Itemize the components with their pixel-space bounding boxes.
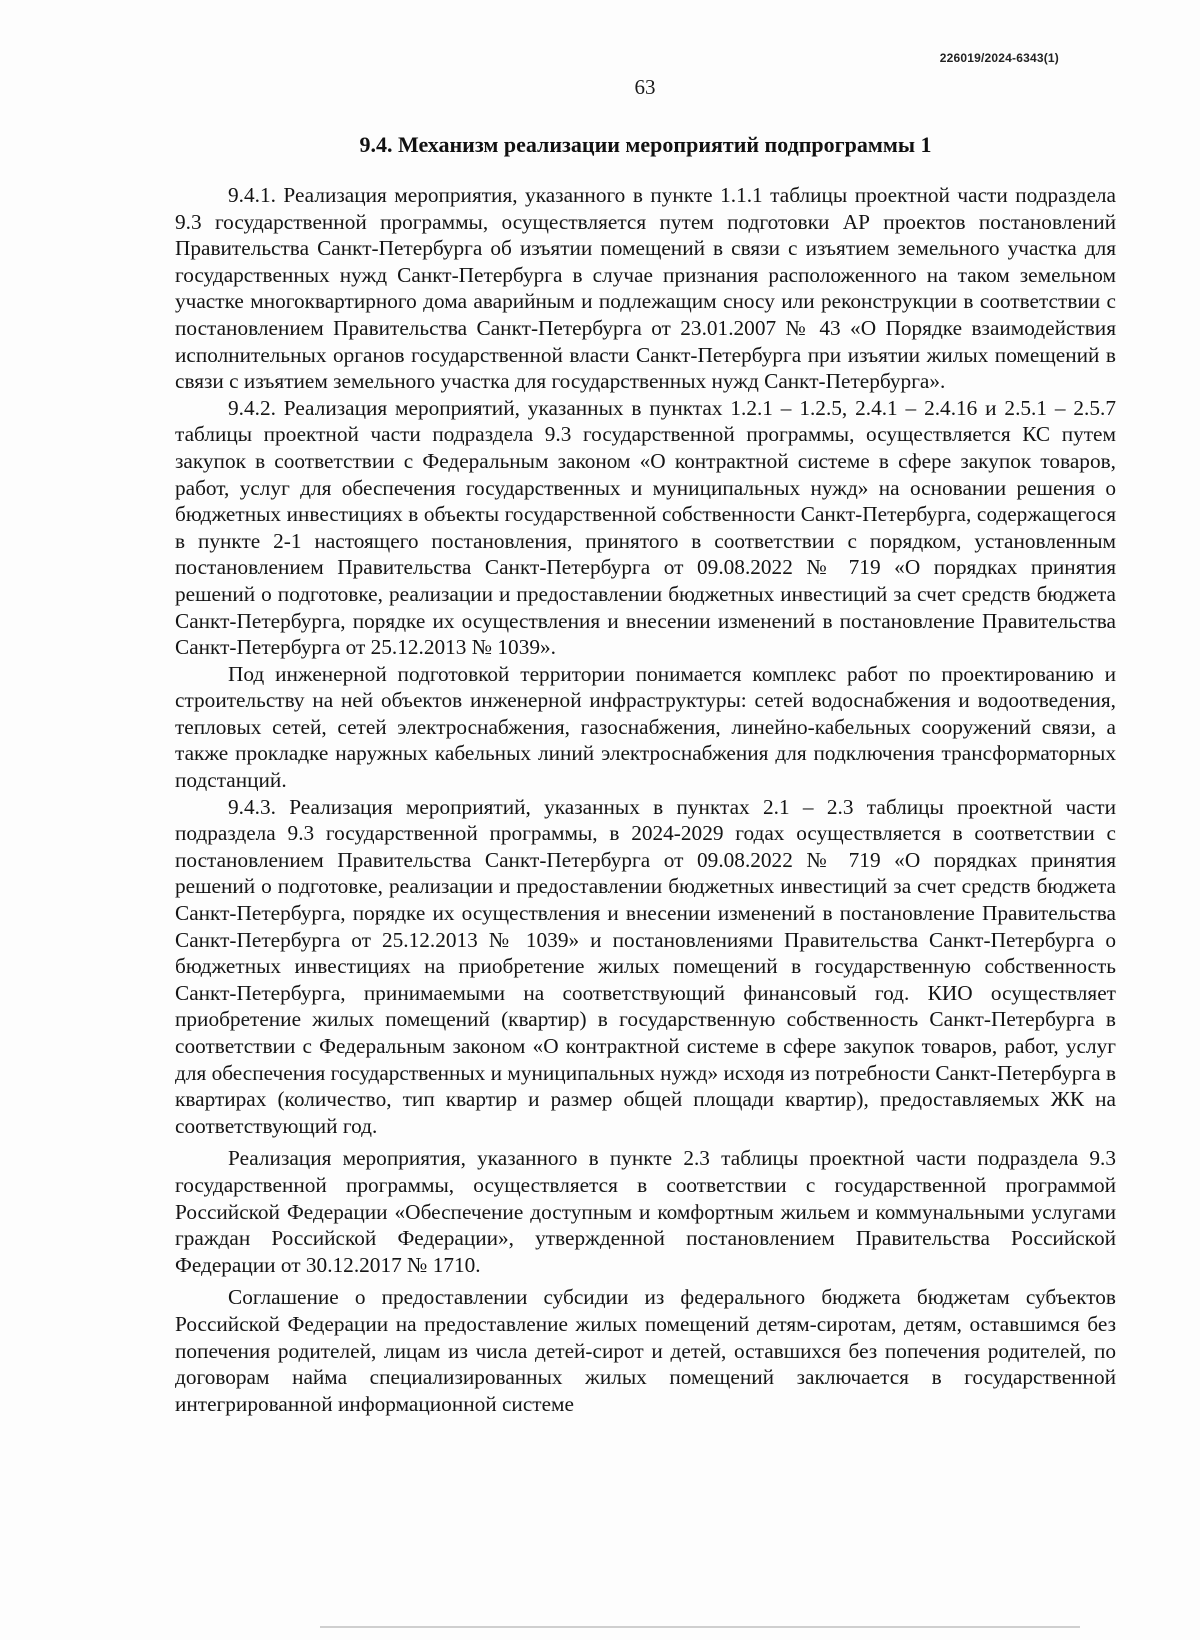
page-number: 63: [634, 75, 656, 99]
paragraph-subsidy-agreement: Соглашение о предоставлении субсидии из федерального бюджета бюджетам субъектов Российской Федерации на предоставление жилых помещений детям-сиротам, детям, оставшимся без попечения родителей, лицам из числа детей-сирот и детей, оставшихся без попечения родителей, по договорам найма специализированных жилых помещений заключается в государственной интегрированной информационной системе: [175, 1285, 1116, 1416]
paragraph-9-4-1: 9.4.1. Реализация мероприятия, указанного в пункте 1.1.1 таблицы проектной части подраздела 9.3 государственной программы, осуществляется путем подготовки АР проектов постановлений Правительства Санкт-Петербурга об изъятии помещений в связи с изъятием земельного участка для государственных нужд Санкт-Петербурга в случае признания расположенного на таком земельном участке многоквартирного дома аварийным и подлежащим сносу или реконструкции в соответствии с постановлением Правительства Санкт-Петербурга от 23.01.2007 № 43 «О Порядке взаимодействия исполнительных органов государственной власти Санкт-Петербурга при изъятии жилых помещений в связи с изъятием земельного участка для государственных нужд Санкт-Петербурга».: [175, 183, 1116, 394]
scan-edge-line: [320, 1626, 1080, 1628]
document-registration-number: 226019/2024-6343(1): [939, 51, 1059, 65]
document-body: [175, 182, 1116, 1417]
paragraph-item-2-3-implementation: Реализация мероприятия, указанного в пункте 2.3 таблицы проектной части подраздела 9.3 государственной программы, осуществляется в соответствии с государственной программой Российской Федерации «Обеспечение доступным и комфортным жильем и коммунальными услугами граждан Российской Федерации», утвержденной постановлением Правительства Российской Федерации от 30.12.2017 № 1710.: [175, 1146, 1116, 1277]
paragraph-9-4-3: 9.4.3. Реализация мероприятий, указанных в пунктах 2.1 – 2.3 таблицы проектной части подраздела 9.3 государственной программы, в 2024-2029 годах осуществляется в соответствии с постановлением Правительства Санкт-Петербурга от 09.08.2022 № 719 «О порядках принятия решений о подготовке, реализации и предоставлении бюджетных инвестиций за счет средств бюджета Санкт-Петербурга, порядке их осуществления и внесении изменений в постановление Правительства Санкт-Петербурга от 25.12.2013 № 1039» и постановлениями Правительства Санкт-Петербурга о бюджетных инвестициях на приобретение жилых помещений в государственную собственность Санкт-Петербурга, принимаемыми на соответствующий финансовый год. КИО осуществляет приобретение жилых помещений (квартир) в государственную собственность Санкт-Петербурга в соответствии с Федеральным законом «О контрактной системе в сфере закупок товаров, работ, услуг для обеспечения государственных и муниципальных нужд» исходя из потребности Санкт-Петербурга в квартирах (количество, тип квартир и размер общей площади квартир), предоставляемых ЖК на соответствующий год.: [175, 794, 1116, 1138]
paragraph-9-4-2: 9.4.2. Реализация мероприятий, указанных в пунктах 1.2.1 – 1.2.5, 2.4.1 – 2.4.16 и 2.5.1 – 2.5.7 таблицы проектной части подраздела 9.3 государственной программы, осуществляется КС путем закупок в соответствии с Федеральным законом «О контрактной системе в сфере закупок товаров, работ, услуг для обеспечения государственных и муниципальных нужд» на основании решения о бюджетных инвестициях в объекты государственной собственности Санкт-Петербурга, содержащегося в пункте 2-1 настоящего постановления, принятого в соответствии с порядком, установленным постановлением Правительства Санкт-Петербурга от 09.08.2022 № 719 «О порядках принятия решений о подготовке, реализации и предоставлении бюджетных инвестиций за счет средств бюджета Санкт-Петербурга, порядке их осуществления и внесении изменений в постановление Правительства Санкт-Петербурга от 25.12.2013 № 1039».: [175, 395, 1116, 660]
paragraph-engineering-preparation: Под инженерной подготовкой территории понимается комплекс работ по проектированию и строительству на ней объектов инженерной инфраструктуры: сетей водоснабжения и водоотведения, тепловых сетей, сетей электроснабжения, газоснабжения, линейно-кабельных сооружений связи, а также прокладке наружных кабельных линий электроснабжения для подключения трансформаторных подстанций.: [175, 661, 1116, 793]
section-title: 9.4. Механизм реализации мероприятий подпрограммы 1: [359, 132, 932, 157]
